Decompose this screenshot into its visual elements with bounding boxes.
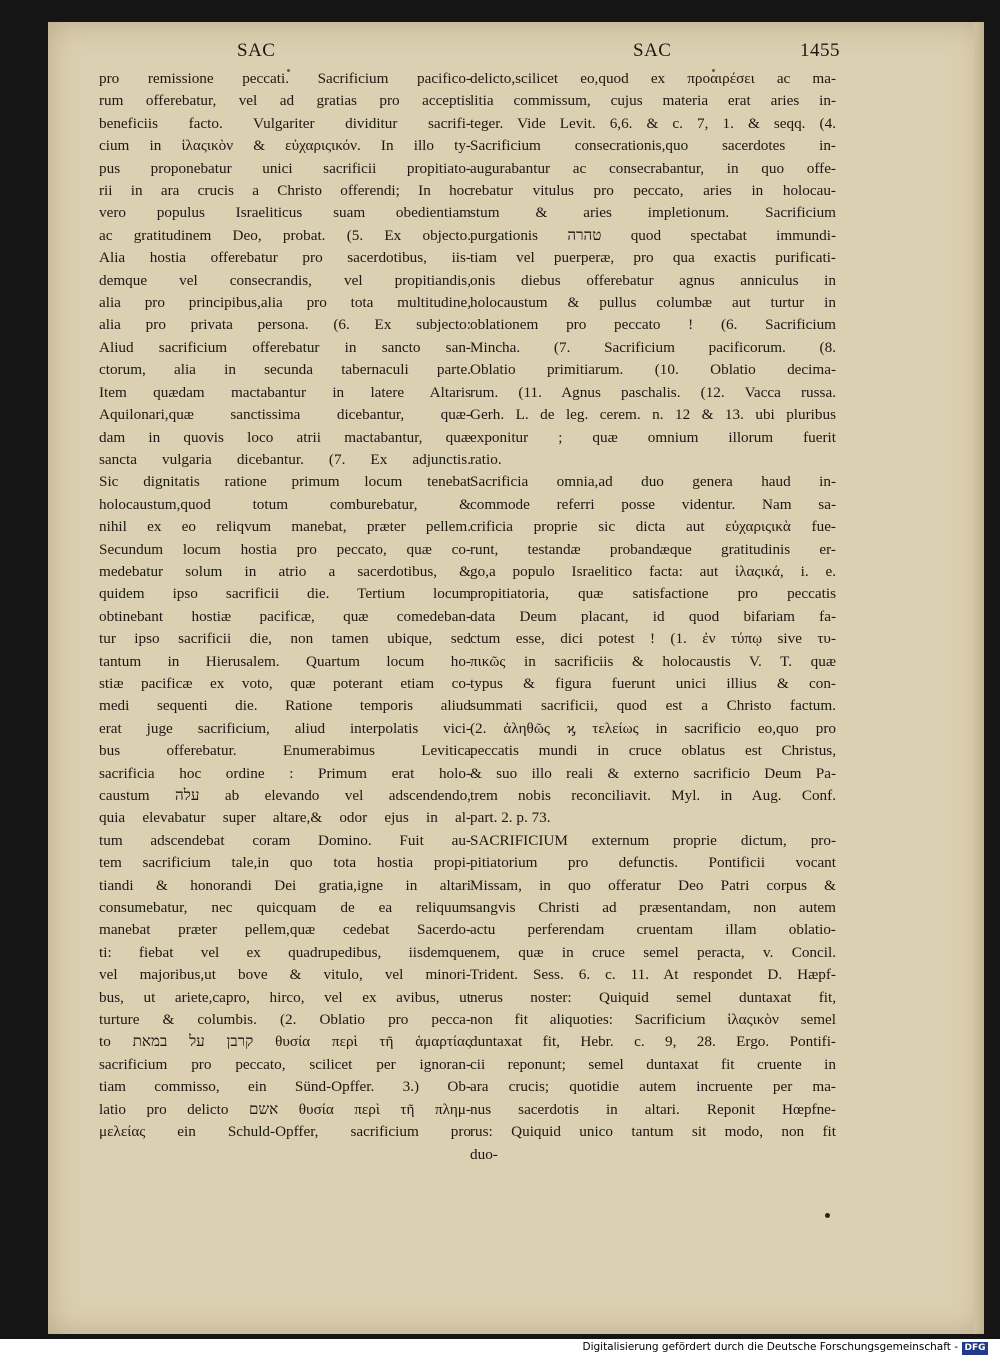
text-line: (2. ἀληθῶς ϗ τελείως in sacrificio eo,quo pro — [470, 719, 836, 737]
text-line: pus proponebatur unici sacrificii propitiato- — [99, 159, 471, 177]
text-line: rus: Quiquid unico tantum sit modo, non fit — [470, 1123, 836, 1141]
text-line: go,a populo Israelitico facta: aut ἱλαςικά, i. e. — [470, 562, 836, 580]
text-line: runt, testandæ probandæque gratitudinis er- — [470, 540, 836, 558]
footer-credit: Digitalisierung gefördert durch die Deutsche Forschungsgemeinschaft - — [582, 1341, 958, 1353]
text-line: nus sacerdotis in altari. Reponit Hœpfne- — [470, 1100, 836, 1118]
text-line: quidem ipso sacrificii die. Tertium locum — [99, 585, 471, 603]
text-line: medi sequenti die. Ratione temporis aliud — [99, 697, 471, 715]
text-line: erat juge sacrificium, aliud interpolatis vici- — [99, 719, 471, 737]
text-line: tum adscendebat coram Domino. Fuit au- — [99, 831, 471, 849]
text-line: ac gratitudinem Deo, probat. (5. Ex objecto. — [99, 226, 471, 244]
text-line: rum. (11. Agnus paschalis. (12. Vacca russa. — [470, 383, 836, 401]
text-line: rum offerebatur, vel ad gratias pro acceptis — [99, 92, 471, 110]
text-line: SACRIFICIUM externum proprie dictum, pro- — [470, 831, 836, 849]
text-line: manebat præter pellem,quæ cedebat Sacerdo- — [99, 921, 471, 939]
text-line: propitiatoria, quæ satisfactione pro peccatis — [470, 585, 836, 603]
running-head-left: SAC — [237, 40, 276, 61]
text-line: ratio. — [470, 450, 502, 468]
text-line: holocaustum & pullus columbæ aut turtur in — [470, 294, 836, 312]
text-line: nihil ex eo reliqvum manebat, præter pellem. — [99, 518, 471, 536]
text-line: tiam vel puerperæ, pro qua exactis purificati- — [470, 249, 836, 267]
text-line: teger. Vide Levit. 6,6. & c. 7, 1. & seqq. (4. — [470, 114, 836, 132]
text-line: Sacrificium consecrationis,quo sacerdotes in- — [470, 137, 836, 155]
text-line: holocaustum,quod totum comburebatur, & — [99, 495, 471, 513]
dfg-logo: DFG — [962, 1342, 988, 1355]
text-line: typus & figura fuerunt unici illius & con- — [470, 674, 836, 692]
text-line: stiæ pacificæ ex voto, quæ poterant etiam co- — [99, 674, 471, 692]
text-line: cium in ἱλαςικὸν & εὐχαριςικόν. In illo ty- — [99, 137, 471, 155]
text-line: consumebatur, nec quicquam de ea reliquum — [99, 899, 471, 917]
text-line: to קרבן על במאת θυσία περὶ τῆ ἁμαρτίας — [99, 1033, 471, 1051]
text-line: bus offerebatur. Enumerabimus Levitica — [99, 742, 471, 760]
text-line: ctum esse, dici potest ! (1. ἐν τύπῳ sive τυ- — [470, 630, 836, 648]
text-line: Gerh. L. de leg. cerem. n. 12 & 13. ubi pluribus — [470, 406, 836, 424]
text-line: ctorum, alia in secunda tabernaculi parte. — [99, 361, 471, 379]
text-line: demque vel consecrandis, vel propitiandis, — [99, 271, 471, 289]
text-line: stum & aries impletionum. Sacrificium — [470, 204, 836, 222]
text-line: caustum עלה ab elevando vel adscendendo, — [99, 787, 471, 804]
text-line: summati sacrificii, quod est a Christo factum. — [470, 697, 836, 715]
text-line: μελείας ein Schuld-Opffer, sacrificium pro — [99, 1123, 471, 1141]
text-line: part. 2. p. 73. — [470, 809, 551, 827]
footer-bar — [0, 1339, 1000, 1358]
text-line: duntaxat fit, Hebr. c. 9, 28. Ergo. Pontifi- — [470, 1033, 836, 1051]
text-line: Secundum locum hostia pro peccato, quæ co- — [99, 540, 471, 558]
text-line: alia pro privata persona. (6. Ex subjecto: — [99, 316, 471, 334]
text-line: beneficiis facto. Vulgariter dividitur sacrifi- — [99, 114, 471, 132]
text-line: data Deum placant, id quod bifariam fa- — [470, 607, 836, 625]
text-line: rii in ara crucis a Christo offerendi; In hoc — [99, 182, 471, 200]
text-line: pro remissione peccati. Sacrificium pacifico- — [99, 70, 471, 87]
text-line: tem sacrificium tale,in quo tota hostia propi- — [99, 854, 471, 872]
text-line: non fit aliquoties: Sacrificium ἱλαςικὸν semel — [470, 1011, 836, 1029]
text-line: Alia hostia offerebatur pro sacerdotibus, iis- — [99, 249, 471, 267]
text-line: sacrificia hoc ordine : Primum erat holo- — [99, 764, 471, 782]
text-line: vel majoribus,ut bove & vitulo, vel minori- — [99, 966, 471, 984]
text-line: Mincha. (7. Sacrificium pacificorum. (8. — [470, 338, 836, 356]
text-line: exponitur ; quæ omnium illorum fuerit — [470, 428, 836, 446]
text-line: Aliud sacrificium offerebatur in sancto san- — [99, 338, 471, 356]
text-line: sangvis Christi ad præsentandam, non autem — [470, 899, 836, 917]
text-line: Sic dignitatis ratione primum locum tenebat — [99, 473, 471, 491]
text-line: purgationis טהרה quod spectabat immundi- — [470, 226, 836, 244]
running-head-center: SAC — [633, 40, 672, 61]
text-line: sacrificium pro peccato, scilicet per ignoran- — [99, 1055, 471, 1073]
text-line: oblationem pro peccato ! (6. Sacrificium — [470, 316, 836, 334]
text-line: Missam, in quo offeratur Deo Patri corpus & — [470, 876, 836, 894]
text-line: bus, ut ariete,capro, hirco, vel ex avibus, ut — [99, 988, 471, 1006]
text-line: sancta vulgaria dicebantur. (7. Ex adjunctis. — [99, 450, 471, 468]
text-line: nerus noster: Quiquid semel duntaxat fit, — [470, 988, 836, 1006]
text-line: onis diebus offerebatur agnus anniculus in — [470, 271, 836, 289]
text-line: latio pro delicto אשם θυσία περὶ τῆ πλημ- — [99, 1100, 471, 1118]
text-line: actu perferendam cruentam illam oblatio- — [470, 921, 836, 939]
text-line: Sacrificia omnia,ad duo genera haud in- — [470, 473, 836, 491]
text-line: tantum in Hierusalem. Quartum locum ho- — [99, 652, 471, 670]
text-line: commode referri posse videntur. Nam sa- — [470, 495, 836, 513]
text-line: vero populus Israeliticus suam obedientiam — [99, 204, 471, 222]
text-line: tur ipso sacrificii die, non tamen ubique, sed — [99, 630, 471, 648]
text-line: turture & columbis. (2. Oblatio pro pecca- — [99, 1011, 471, 1029]
right-column — [470, 68, 836, 1166]
text-line: ti: fiebat vel ex quadrupedibus, iisdemque — [99, 943, 471, 961]
text-line: duo- — [470, 1145, 498, 1163]
text-line: rebatur vitulus pro peccato, aries in holocau- — [470, 182, 836, 200]
text-line: Trident. Sess. 6. c. 11. At respondet D. Hæpf- — [470, 966, 836, 984]
text-line: Item quædam mactabantur in latere Altaris — [99, 383, 471, 401]
text-line: dam in quovis loco atrii mactabantur, quæ — [99, 428, 471, 446]
text-line: cii reponunt; semel duntaxat fit cruente in — [470, 1055, 836, 1073]
text-line: augurabantur ac consecrabantur, in quo offe- — [470, 159, 836, 177]
text-line: alia pro principibus,alia pro tota multitudine, — [99, 294, 471, 312]
text-line: ara crucis; quotidie autem incruente per ma- — [470, 1078, 836, 1096]
text-line: trem nobis reconciliavit. Myl. in Aug. Conf. — [470, 787, 836, 804]
text-line: litia commissum, cujus materia erat aries in- — [470, 92, 836, 110]
text-line: quia elevabatur super altare,& odor ejus in al- — [99, 809, 471, 827]
text-line: peccatis mundi in cruce oblatus est Christus, — [470, 742, 836, 760]
text-line: Aquilonari,quæ sanctissima dicebantur, quæ- — [99, 406, 471, 424]
left-column — [99, 68, 471, 1144]
text-line: Oblatio primitiarum. (10. Oblatio decima- — [470, 361, 836, 379]
ink-mark — [825, 1213, 830, 1218]
text-line: nem, quæ in cruce semel peracta, v. Concil. — [470, 943, 836, 961]
page-number: 1455 — [800, 40, 840, 61]
page-edge — [974, 22, 984, 1334]
text-line: πικῶς in sacrificiis & holocaustis V. T. quæ — [470, 652, 836, 670]
text-line: pitiatorium pro defunctis. Pontificii vocant — [470, 854, 836, 872]
text-line: crificia proprie sic dicta aut εὐχαριςικὰ fue- — [470, 518, 836, 536]
text-line: tiam commisso, ein Sünd-Opffer. 3.) Ob- — [99, 1078, 471, 1096]
text-line: & suo illo reali & externo sacrificio Deum Pa- — [470, 764, 836, 782]
text-line: delicto,scilicet eo,quod ex προαιρέσει ac ma- — [470, 70, 836, 87]
text-line: medebatur solum in atrio a sacerdotibus, & — [99, 562, 471, 580]
text-line: tiandi & honorandi Dei gratia,igne in altari — [99, 876, 471, 894]
text-line: obtinebant hostiæ pacificæ, quæ comedeban- — [99, 607, 471, 625]
